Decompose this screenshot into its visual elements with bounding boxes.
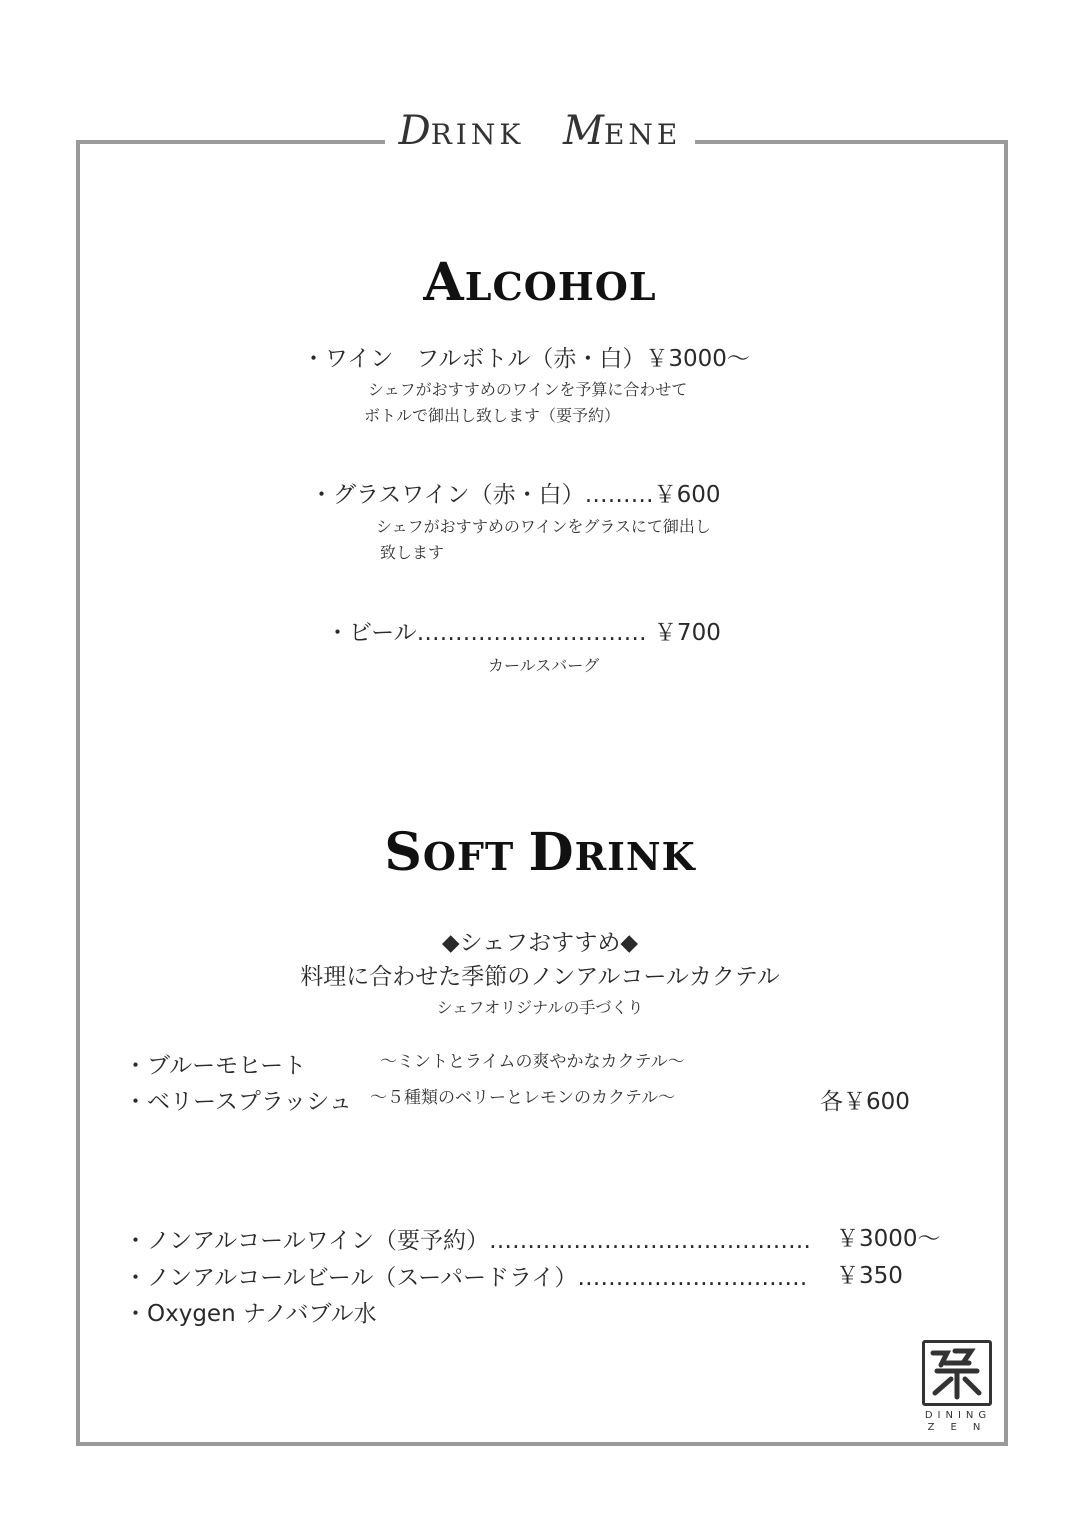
recommend-subtitle: 料理に合わせた季節のノンアルコールカクテル	[300, 964, 780, 990]
beer-note: カールスバーグ	[488, 656, 600, 675]
beer-item: ・ビール………………………… ￥700	[326, 620, 721, 646]
logo-text-zen: ZEN	[927, 1422, 997, 1433]
logo-text-dining: DINING	[924, 1410, 992, 1421]
logo-mark	[922, 1340, 992, 1406]
logo-glyph-icon	[925, 1343, 989, 1403]
nonalcohol-beer-price: ￥350	[836, 1263, 903, 1289]
recommend-note: シェフオリジナルの手づくり	[436, 998, 644, 1017]
nonalcohol-wine-item: ・ノンアルコールワイン（要予約）……………………………………	[124, 1228, 812, 1254]
cocktail-berry-splash-desc: ～５種類のベリーとレモンのカクテル～	[370, 1088, 676, 1108]
recommend-heading: ◆シェフおすすめ◆	[441, 930, 639, 956]
dining-zen-logo	[918, 1338, 998, 1434]
soft-drink-heading: SOFT DRINK	[384, 822, 696, 883]
glass-wine-item: ・グラスワイン（赤・白）………￥600	[310, 482, 721, 508]
alcohol-heading: ALCOHOL	[423, 252, 657, 313]
cocktail-berry-splash: ・ベリースプラッシュ	[124, 1089, 352, 1115]
oxygen-water-item: ・Oxygen ナノバブル水	[124, 1301, 377, 1327]
glass-wine-note-1: シェフがおすすめのワインをグラスにて御出し	[376, 517, 711, 536]
menu-title: DRINK MENE	[0, 108, 1080, 154]
nonalcohol-wine-price: ￥3000～	[836, 1226, 941, 1252]
cocktail-price: 各￥600	[820, 1089, 910, 1115]
cocktail-blue-mojito: ・ブルーモヒート	[124, 1053, 307, 1079]
nonalcohol-beer-item: ・ノンアルコールビール（スーパードライ）…………………………	[124, 1265, 808, 1291]
glass-wine-note-2: 致します	[380, 543, 445, 562]
wine-bottle-note-1: シェフがおすすめのワインを予算に合わせて	[368, 380, 688, 399]
wine-bottle-item: ・ワイン フルボトル（赤・白）￥3000～	[302, 346, 750, 372]
wine-bottle-note-2: ボトルで御出し致します（要予約）	[364, 406, 621, 425]
cocktail-blue-mojito-desc: ～ミントとライムの爽やかなカクテル～	[380, 1052, 685, 1072]
